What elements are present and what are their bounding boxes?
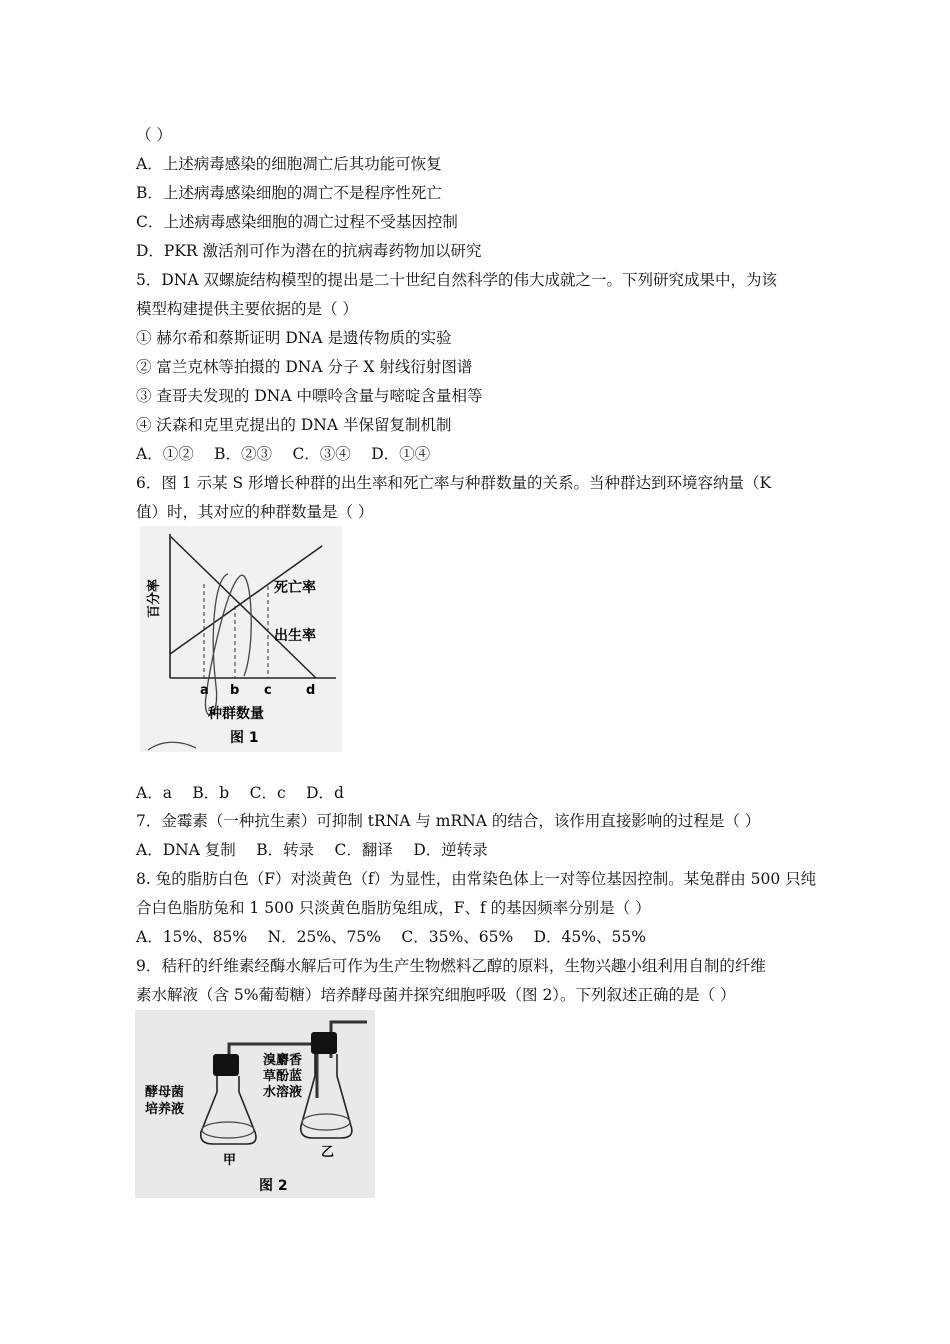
death-rate-label: 死亡率: [274, 580, 316, 596]
q5-stem-line1: 5．DNA 双螺旋结构模型的提出是二十世纪自然科学的伟大成就之一。下列研究成果中，为该: [136, 271, 777, 289]
q9-stem-line1: 9．秸秆的纤维素经酶水解后可作为生产生物燃料乙醇的原料，生物兴趣小组利用自制的纤维: [136, 957, 766, 975]
figure-1-population-rates: [140, 526, 342, 752]
q5-stem-line2: 模型构建提供主要依据的是（ ）: [136, 300, 358, 318]
tick-a: a: [200, 683, 209, 698]
q9-stem-line2: 素水解液（含 5%葡萄糖）培养酵母菌并探究细胞呼吸（图 2）。下列叙述正确的是（ ）: [136, 986, 736, 1004]
stopper-left-icon: [213, 1054, 239, 1076]
q4-option-d: D．PKR 激活剂可作为潜在的抗病毒药物加以研究: [136, 242, 482, 260]
q6-stem-line1: 6．图 1 示某 S 形增长种群的出生率和死亡率与种群数量的关系。当种群达到环境容纳量（K: [136, 474, 772, 492]
q5-options: A．①② B．②③ C．③④ D．①④: [136, 445, 431, 463]
tick-b: b: [230, 683, 240, 698]
label-yeast-1: 酵母菌: [145, 1085, 185, 1100]
birth-rate-label: 出生率: [274, 628, 316, 644]
figure-1-caption: 图 1: [230, 730, 259, 746]
label-indicator-1: 溴麝香: [263, 1053, 303, 1068]
y-axis-label: 百分率: [147, 578, 162, 618]
label-flask-yi: 乙: [321, 1145, 335, 1160]
q7-options: A．DNA 复制 B．转录 C．翻译 D．逆转录: [136, 841, 488, 859]
label-yeast-2: 培养液: [145, 1102, 185, 1117]
q5-item-2: ② 富兰克林等拍摄的 DNA 分子 X 射线衍射图谱: [136, 358, 473, 376]
tick-d: d: [306, 683, 316, 698]
x-axis-label: 种群数量: [208, 706, 264, 722]
q4-paren: （ ）: [136, 126, 172, 144]
q8-stem-line1: 8. 兔的脂肪白色（F）对淡黄色（f）为显性，由常染色体上一对等位基因控制。某兔群由 500 只纯: [136, 870, 817, 888]
label-indicator-2: 草酚蓝: [263, 1069, 303, 1084]
q4-option-c: C．上述病毒感染细胞的凋亡过程不受基因控制: [136, 213, 458, 231]
q5-item-4: ④ 沃森和克里克提出的 DNA 半保留复制机制: [136, 416, 452, 434]
figure-2-caption: 图 2: [259, 1178, 288, 1194]
q8-options: A．15%、85% N．25%、75% C．35%、65% D．45%、55%: [136, 928, 646, 946]
label-flask-jia: 甲: [223, 1153, 237, 1168]
q4-option-b: B．上述病毒感染细胞的凋亡不是程序性死亡: [136, 184, 442, 202]
stopper-right-icon: [311, 1032, 337, 1054]
q6-stem-line2: 值）时，其对应的种群数量是（ ）: [136, 503, 374, 521]
label-indicator-3: 水溶液: [263, 1085, 303, 1100]
q7-stem: 7．金霉素（一种抗生素）可抑制 tRNA 与 mRNA 的结合，该作用直接影响的过程是（ ）: [136, 812, 761, 830]
q5-item-1: ① 赫尔希和蔡斯证明 DNA 是遗传物质的实验: [136, 329, 452, 347]
q6-options: A．a B．b C．c D．d: [136, 784, 344, 802]
q5-item-3: ③ 查哥夫发现的 DNA 中嘌呤含量与嘧啶含量相等: [136, 387, 483, 405]
figure-2-yeast-apparatus: [135, 1010, 375, 1198]
tick-c: c: [264, 683, 272, 698]
q8-stem-line2: 合白色脂肪兔和 1 500 只淡黄色脂肪兔组成，F、f 的基因频率分别是（ ）: [136, 899, 651, 917]
q4-option-a: A．上述病毒感染的细胞凋亡后其功能可恢复: [136, 155, 442, 173]
